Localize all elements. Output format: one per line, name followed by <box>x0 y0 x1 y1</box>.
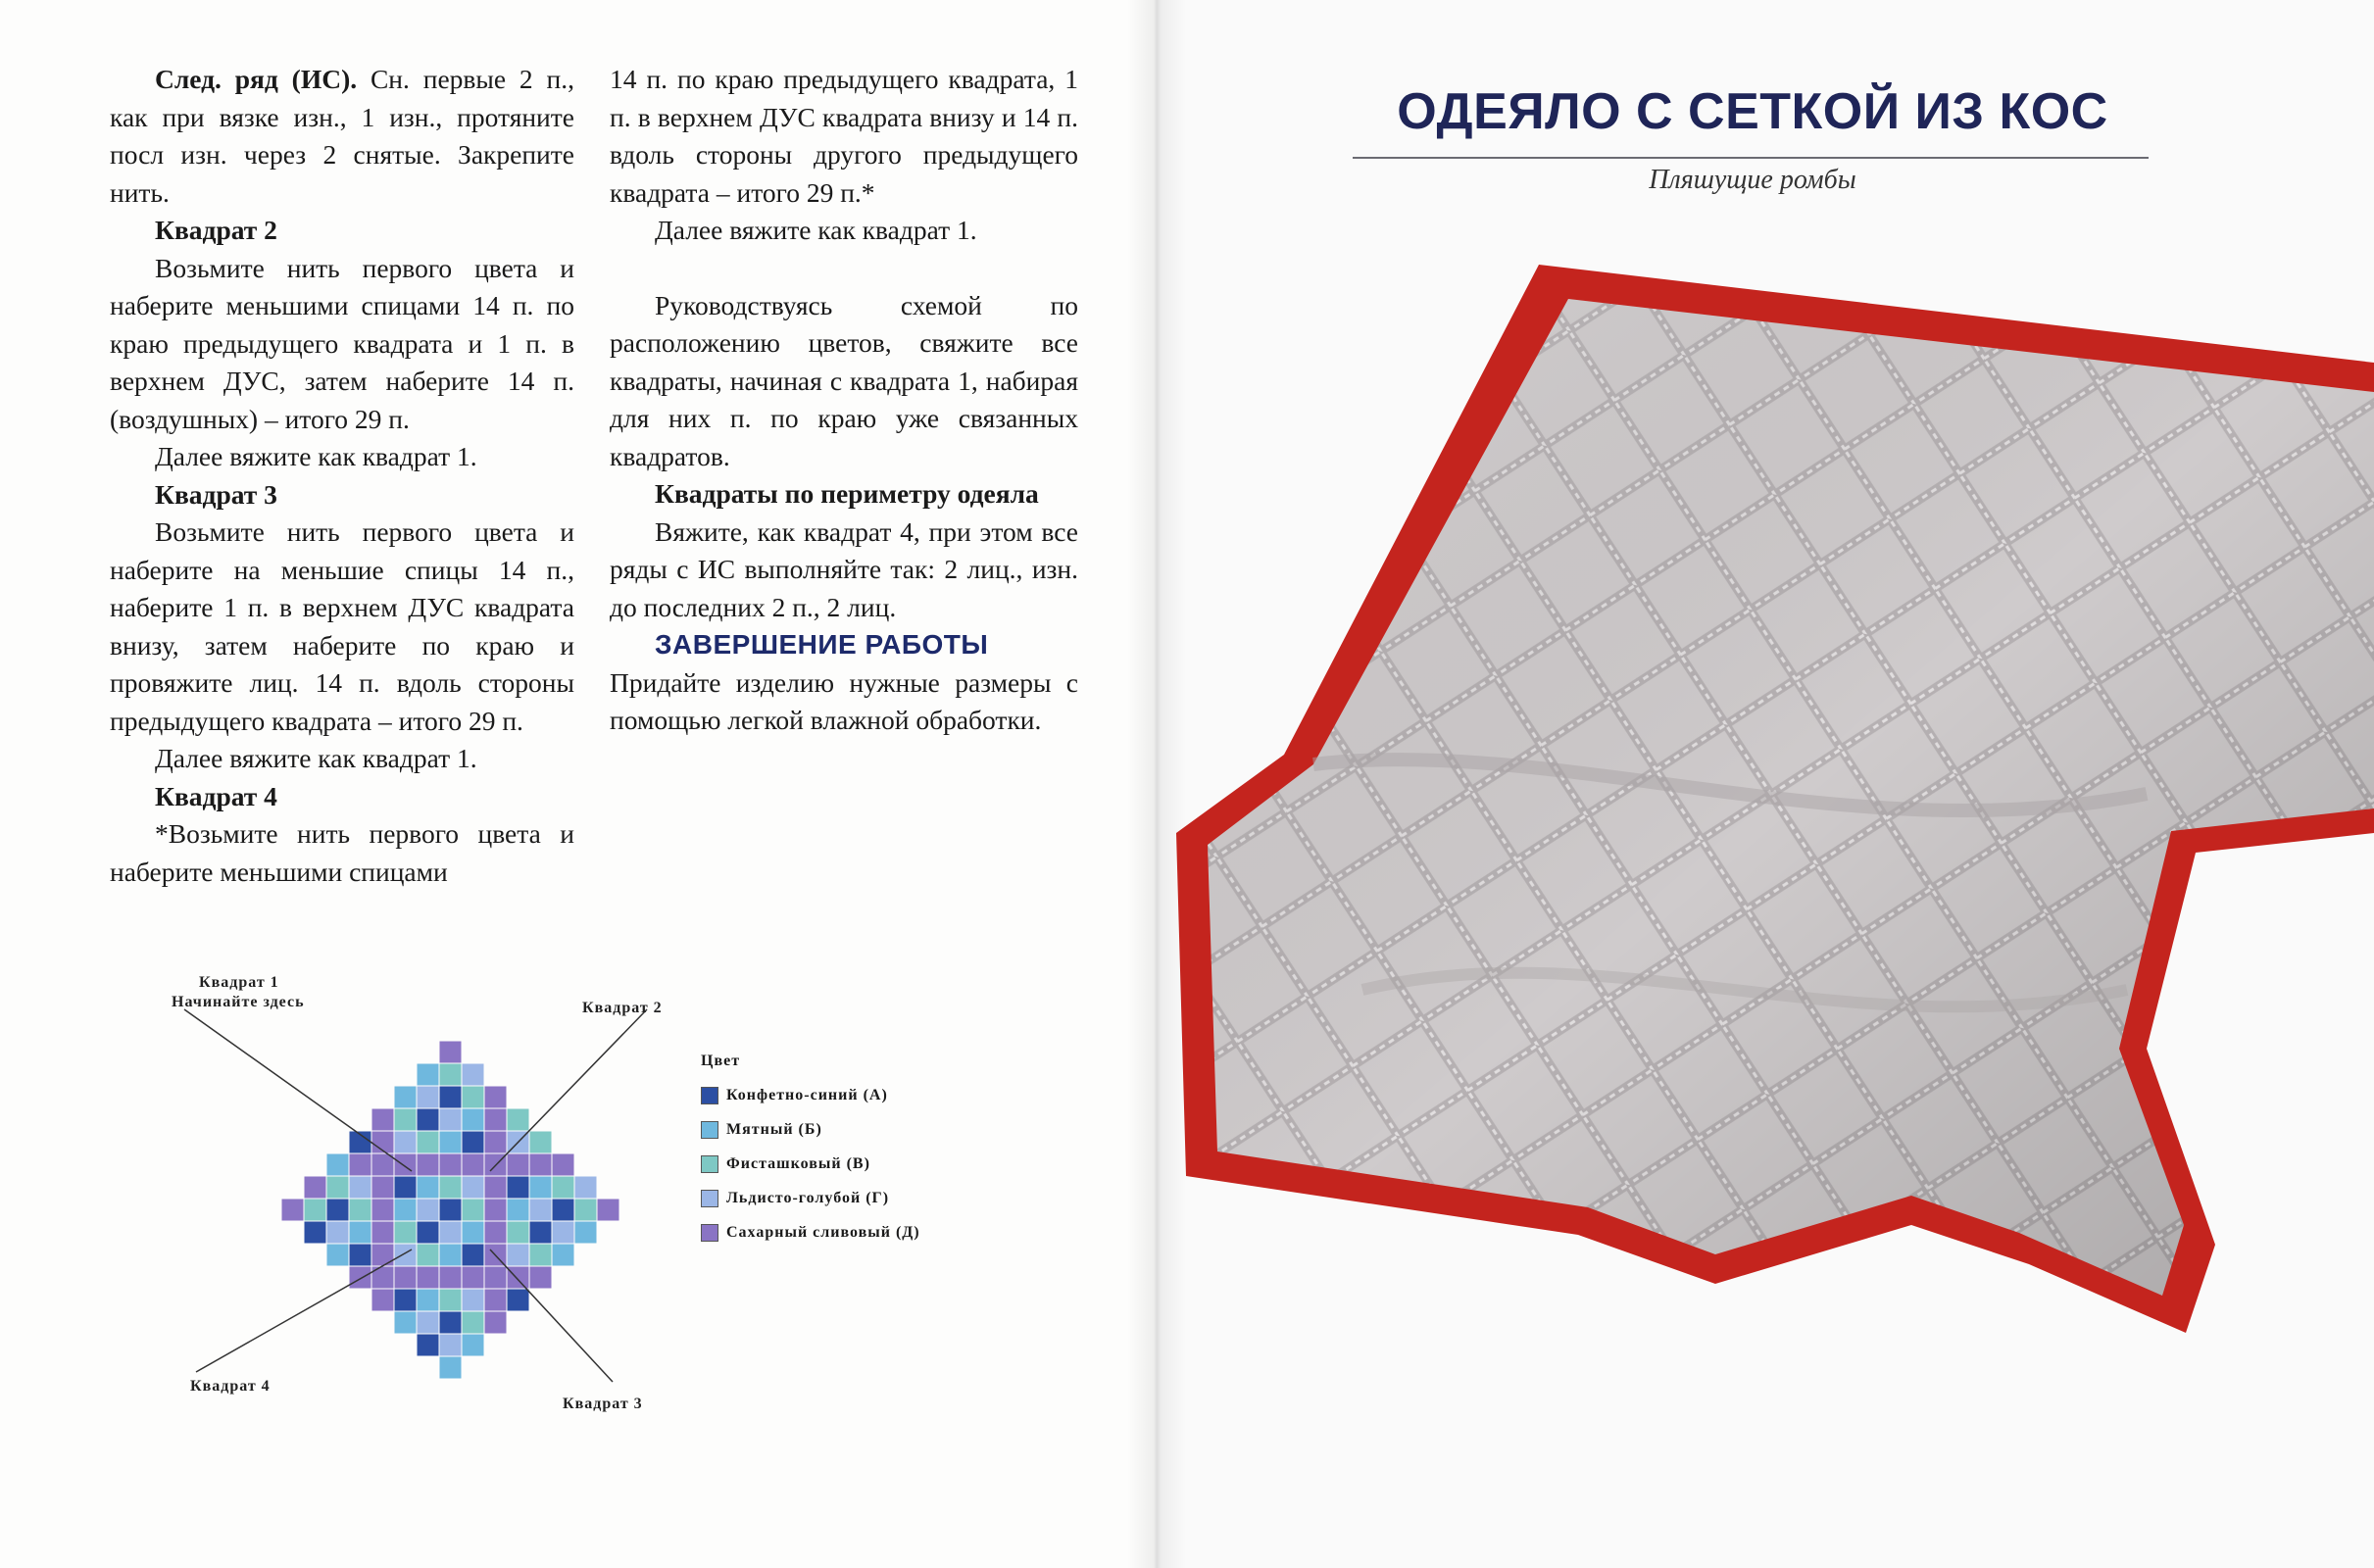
label-square-4: Квадрат 4 <box>190 1378 271 1395</box>
label-square-3: Квадрат 3 <box>563 1396 643 1412</box>
diagram-cell <box>418 1312 439 1334</box>
legend-item <box>701 1181 920 1215</box>
diagram-cell <box>463 1132 484 1153</box>
subheading: Квадрат 4 <box>155 780 277 811</box>
diagram-cell <box>485 1132 507 1153</box>
diagram-cell <box>350 1267 371 1289</box>
diagram-cell <box>530 1222 552 1244</box>
diagram-cell <box>485 1109 507 1131</box>
diagram-cell <box>372 1154 394 1176</box>
diagram-cell <box>418 1087 439 1108</box>
diagram-cell <box>440 1357 462 1379</box>
diagram-cell <box>553 1245 574 1266</box>
paragraph: Возьмите нить первого цвета и наберите на меньшие спицы 14 п., наберите 1 п. в верхнем ДУС квадрата внизу, затем наберите по краю и провяжите лиц. 14 п. вдоль стороны предыдущего квадрата – итого 29 п. <box>110 516 574 736</box>
legend-swatch <box>701 1224 718 1242</box>
diagram-cell <box>350 1222 371 1244</box>
diagram-cell <box>485 1290 507 1311</box>
diagram-cell <box>418 1245 439 1266</box>
diagram-cell <box>463 1245 484 1266</box>
diagram-pointer-line <box>184 1009 412 1171</box>
legend-item <box>701 1215 920 1250</box>
diagram-cell <box>508 1290 529 1311</box>
legend-swatch <box>701 1190 718 1207</box>
diagram-cell <box>508 1245 529 1266</box>
diagram-cell <box>372 1109 394 1131</box>
paragraph <box>110 61 574 212</box>
paragraph: Далее вяжите как квадрат 1. <box>155 743 477 773</box>
diagram-cell <box>418 1200 439 1221</box>
legend-label: Сахарный сливовый (Д) <box>726 1223 920 1241</box>
diagram-cell <box>463 1335 484 1356</box>
diagram-cell <box>372 1222 394 1244</box>
paragraph: Далее вяжите как квадрат 1. <box>155 441 477 471</box>
diagram-cell <box>440 1290 462 1311</box>
diagram-cell <box>463 1177 484 1199</box>
diagram-cell <box>463 1154 484 1176</box>
paragraph: Далее вяжите как квадрат 1. <box>655 215 977 245</box>
diagram-cell <box>463 1064 484 1086</box>
diagram-cell <box>508 1177 529 1199</box>
diagram-cell <box>395 1290 417 1311</box>
inline-text: Сн. первые 2 п., как при вязке изн., 1 изн., протяните посл изн. через 2 снятые. Закрепите нить. <box>110 64 574 208</box>
diagram-cell <box>418 1154 439 1176</box>
blanket-photo <box>1166 245 2374 1421</box>
diagram-cell <box>372 1290 394 1311</box>
diagram-cell <box>598 1200 619 1221</box>
label-square-2: Квадрат 2 <box>582 1000 663 1016</box>
diagram-cell <box>350 1200 371 1221</box>
legend-label: Мятный (Б) <box>726 1120 822 1138</box>
paragraph-gap <box>610 250 1078 287</box>
diagram-cell <box>463 1109 484 1131</box>
diagram-cell <box>530 1132 552 1153</box>
diagram-cell <box>485 1177 507 1199</box>
diagram-cell <box>463 1267 484 1289</box>
diagram-cell <box>440 1132 462 1153</box>
diagram-cell <box>440 1200 462 1221</box>
diagram-cell <box>327 1245 349 1266</box>
diagram-cell <box>530 1267 552 1289</box>
section-heading: ЗАВЕРШЕНИЕ РАБОТЫ <box>655 629 989 660</box>
diagram-cell <box>530 1245 552 1266</box>
diagram-cell <box>553 1200 574 1221</box>
title-rule <box>1353 157 2149 159</box>
color-legend <box>701 1053 920 1250</box>
diagram-cell <box>305 1177 326 1199</box>
diagram-cell <box>508 1200 529 1221</box>
diagram-cell <box>372 1200 394 1221</box>
diagram-cell <box>305 1200 326 1221</box>
diagram-cell <box>463 1087 484 1108</box>
diagram-cell <box>440 1245 462 1266</box>
paragraph: Руководствуясь схемой по расположению цветов, свяжите все квадраты, начиная с квадрата 1, набирая для них п. по краю уже связанных квадратов. <box>610 289 1078 471</box>
diagram-cell <box>395 1312 417 1334</box>
diagram-cell <box>485 1222 507 1244</box>
paragraph: Вяжите, как квадрат 4, при этом все ряды с ИС выполняйте так: 2 лиц., изн. до последних 2 п., 2 лиц. <box>610 515 1078 622</box>
diagram-cell <box>418 1132 439 1153</box>
legend-swatch <box>701 1155 718 1173</box>
diagram-cell <box>530 1200 552 1221</box>
label-square-1: Квадрат 1 <box>199 974 279 991</box>
diagram-cell <box>463 1290 484 1311</box>
text-column-1 <box>110 61 574 891</box>
diagram-cell <box>440 1267 462 1289</box>
diagram-cell <box>350 1154 371 1176</box>
page-title: ОДЕЯЛО С СЕТКОЙ ИЗ КОС <box>1397 83 2108 140</box>
diagram-cell <box>575 1200 597 1221</box>
diagram-cell <box>508 1222 529 1244</box>
diagram-cell <box>485 1087 507 1108</box>
diagram-cell <box>418 1267 439 1289</box>
diagram-cell <box>327 1200 349 1221</box>
diagram-cell <box>327 1222 349 1244</box>
diagram-cell <box>530 1177 552 1199</box>
diagram-cell <box>575 1222 597 1244</box>
legend-label: Конфетно-синий (А) <box>726 1086 888 1103</box>
diagram-cell <box>418 1109 439 1131</box>
diagram-pointer-line <box>490 1009 647 1171</box>
label-start-here: Начинайте здесь <box>172 994 305 1010</box>
diagram-cell <box>508 1267 529 1289</box>
paragraph: Придайте изделию нужные размеры с помощью легкой влажной обработки. <box>610 666 1078 735</box>
page-subtitle: Пляшущие ромбы <box>1649 165 1856 195</box>
diagram-cell <box>418 1064 439 1086</box>
diagram-cell <box>530 1154 552 1176</box>
diagram-cell <box>305 1222 326 1244</box>
diagram-cell <box>440 1312 462 1334</box>
diagram-cell <box>440 1177 462 1199</box>
diagram-cell <box>372 1177 394 1199</box>
diagram-cell <box>553 1177 574 1199</box>
legend-label: Фисташковый (В) <box>726 1154 870 1172</box>
diagram-cell <box>327 1154 349 1176</box>
diagram-cell <box>395 1154 417 1176</box>
diagram-cell <box>440 1335 462 1356</box>
diagram-cell <box>418 1222 439 1244</box>
diagram-cell <box>485 1267 507 1289</box>
diagram-cell <box>418 1177 439 1199</box>
inline-bold-label: След. ряд (ИС). <box>155 64 358 94</box>
diagram-cell <box>418 1290 439 1311</box>
diagram-cell <box>350 1245 371 1266</box>
diagram-cell <box>395 1132 417 1153</box>
diagram-cell <box>395 1200 417 1221</box>
diagram-cell <box>440 1109 462 1131</box>
legend-swatch <box>701 1087 718 1104</box>
diagram-cell <box>553 1154 574 1176</box>
legend-title: Цвет <box>701 1053 741 1069</box>
subheading: Квадрат 3 <box>155 478 277 510</box>
diagram-cell <box>485 1312 507 1334</box>
diagram-cell <box>395 1109 417 1131</box>
subheading: Квадраты по периметру одеяла <box>655 478 1039 509</box>
diagram-cell <box>440 1087 462 1108</box>
legend-swatch <box>701 1121 718 1139</box>
legend-item <box>701 1078 920 1112</box>
diagram-cell <box>485 1200 507 1221</box>
diagram-cell <box>282 1200 304 1221</box>
legend-item <box>701 1147 920 1181</box>
diagram-cell <box>508 1154 529 1176</box>
diagram-cell <box>395 1177 417 1199</box>
diagram-cell <box>418 1335 439 1356</box>
diagram-cell <box>327 1177 349 1199</box>
diagram-cell <box>395 1267 417 1289</box>
diagram-cell <box>463 1200 484 1221</box>
diagram-cell <box>440 1154 462 1176</box>
diagram-cell <box>575 1177 597 1199</box>
diagram-cell <box>395 1222 417 1244</box>
diagram-cell <box>395 1087 417 1108</box>
diagram-cell <box>508 1109 529 1131</box>
diagram-cell <box>440 1064 462 1086</box>
diagram-cell <box>440 1042 462 1063</box>
legend-label: Льдисто-голубой (Г) <box>726 1189 890 1206</box>
diagram-cell <box>553 1222 574 1244</box>
diagram-cell <box>395 1245 417 1266</box>
paragraph: Возьмите нить первого цвета и наберите меньшими спицами 14 п. по краю предыдущего квадрата и 1 п. в верхнем ДУС, затем наберите 14 п. (воздушных) – итого 29 п. <box>110 252 574 434</box>
subheading: Квадрат 2 <box>155 215 277 245</box>
paragraph: 14 п. по краю предыдущего квадрата, 1 п. в верхнем ДУС квадрата внизу и 14 п. вдоль стороны другого предыдущего квадрата – итого 29 п.* <box>610 64 1078 208</box>
diagram-cell <box>350 1177 371 1199</box>
text-column-2 <box>610 61 1078 740</box>
diagram-cell <box>463 1312 484 1334</box>
paragraph: *Возьмите нить первого цвета и наберите меньшими спицами <box>110 818 574 887</box>
diagram-cell <box>440 1222 462 1244</box>
diagram-cell <box>463 1222 484 1244</box>
legend-item <box>701 1112 920 1147</box>
